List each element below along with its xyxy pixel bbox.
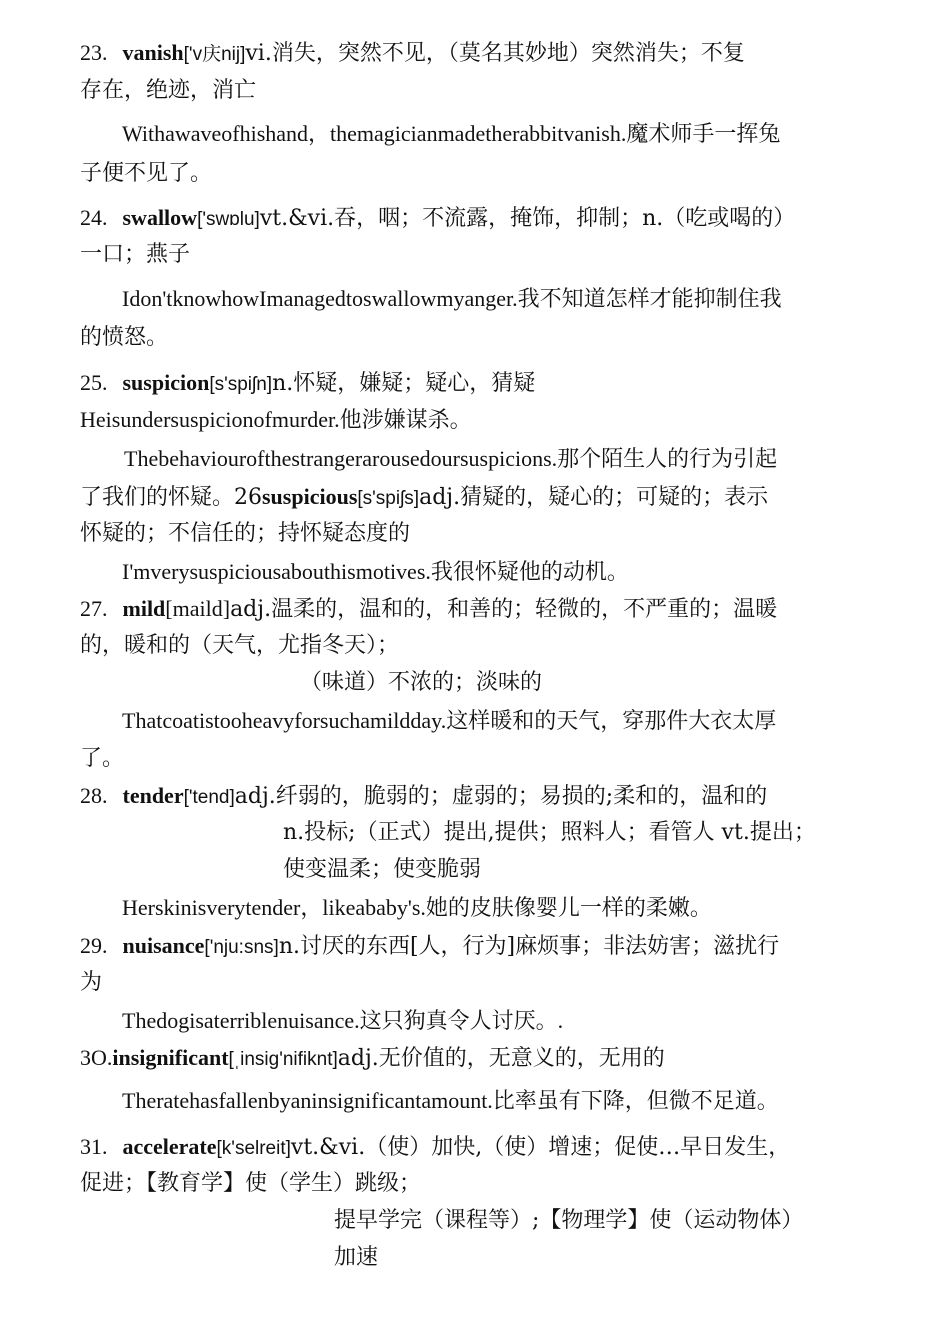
entry-number: 28. bbox=[80, 783, 108, 808]
phonetic: [ˌinsig'nifiknt] bbox=[228, 1049, 338, 1070]
definition: adj.猜疑的，疑心的；可疑的；表示 bbox=[419, 485, 769, 510]
entry-31-definition-cont: 促进；【教育学】使（学生）跳级； bbox=[80, 1171, 422, 1196]
definition: adj.无价值的，无意义的，无用的 bbox=[337, 1046, 665, 1071]
phonetic: ['swɒlu] bbox=[197, 209, 260, 230]
entry-28-definition-cont-2: 使变温柔；使变脆弱 bbox=[283, 857, 482, 882]
entry-27-definition-cont-2: （味道）不浓的；淡味的 bbox=[300, 670, 543, 695]
headword: accelerate bbox=[122, 1134, 217, 1159]
entry-24-example-cont: 的愤怒。 bbox=[80, 325, 169, 350]
entry-number: 27. bbox=[80, 596, 108, 621]
phonetic: [s'spiʃs] bbox=[357, 488, 420, 509]
headword: vanish bbox=[122, 40, 184, 65]
headword: suspicious bbox=[262, 484, 358, 509]
headword: insignificant bbox=[112, 1045, 229, 1070]
definition: n.讨厌的东西[人，行为]麻烦事；非法妨害；滋扰行 bbox=[278, 934, 780, 959]
definition: vi.消失，突然不见，（莫名其妙地）突然消失；不复 bbox=[245, 41, 745, 66]
entry-24-definition-cont: 一口；燕子 bbox=[80, 242, 191, 267]
entry-26-definition-cont: 怀疑的；不信任的；持怀疑态度的 bbox=[80, 521, 411, 546]
entry-number: 24. bbox=[80, 205, 108, 230]
headword: tender bbox=[122, 783, 184, 808]
entry-number: 3O. bbox=[80, 1045, 113, 1070]
example-cont: 了我们的怀疑。26 bbox=[80, 485, 262, 510]
entry-24-headline bbox=[80, 205, 795, 233]
phonetic: ['nju:sns] bbox=[204, 937, 279, 958]
entry-number: 25. bbox=[80, 370, 108, 395]
phonetic: ['v庆nij] bbox=[183, 44, 246, 65]
entry-28-example: Herskinisverytender，likeababy's.她的皮肤像婴儿一样的柔嫩。 bbox=[122, 895, 712, 920]
entry-25-example: Heisundersuspicionofmurder.他涉嫌谋杀。 bbox=[80, 407, 472, 432]
entry-29-headline bbox=[80, 933, 779, 961]
headword: mild bbox=[122, 596, 166, 621]
entry-28-headline bbox=[80, 783, 767, 811]
phonetic: [maild] bbox=[165, 596, 231, 621]
entry-29-example: Thedogisaterriblenuisance.这只狗真令人讨厌。. bbox=[122, 1008, 564, 1033]
entry-24-example: Idon'tknowhowImanagedtoswallowmyanger.我不知道怎样才能抑制住我 bbox=[122, 286, 782, 311]
headword: nuisance bbox=[122, 933, 205, 958]
definition: vt.&vi.吞，咽；不流露，掩饰，抑制；n.（吃或喝的） bbox=[259, 206, 796, 231]
headword: suspicion bbox=[122, 370, 210, 395]
entry-23-example: Withawaveofhishand，themagicianmadetherabbitvanish.魔术师手一挥兔 bbox=[122, 121, 781, 146]
entry-28-definition-cont: n.投标;（正式）提出,提供；照料人；看管人 vt.提出； bbox=[283, 820, 816, 845]
entry-31-definition-cont-2: 提早学完（课程等）;【物理学】使（运动物体） bbox=[334, 1208, 804, 1233]
entry-23-example-cont: 子便不见了。 bbox=[80, 161, 213, 186]
definition: adj.纤弱的，脆弱的；虚弱的；易损的;柔和的，温和的 bbox=[234, 784, 768, 809]
entry-27-example-cont: 了。 bbox=[80, 746, 125, 771]
phonetic: [k'selreit] bbox=[216, 1138, 291, 1159]
entry-number: 29. bbox=[80, 933, 108, 958]
entry-27-definition-cont: 的，暖和的（天气，尤指冬天）； bbox=[80, 633, 400, 658]
entry-31-definition-cont-3: 加速 bbox=[334, 1245, 379, 1270]
entry-26-example: I'mverysuspiciousabouthismotives.我很怀疑他的动机。 bbox=[122, 559, 629, 584]
entry-25-example-2: Thebehaviourofthestrangerarousedoursuspicions.那个陌生人的行为引起 bbox=[124, 446, 778, 471]
entry-number: 23. bbox=[80, 40, 108, 65]
phonetic: [s'spiʃn] bbox=[209, 374, 273, 395]
entry-number: 31. bbox=[80, 1134, 108, 1159]
entry-25-headline bbox=[80, 370, 535, 398]
definition: vt.&vi.（使）加快,（使）增速；促使…早日发生， bbox=[290, 1135, 791, 1160]
phonetic: ['tend] bbox=[183, 787, 235, 808]
entry-31-headline bbox=[80, 1134, 790, 1162]
entry-29-definition-cont: 为 bbox=[80, 970, 103, 995]
headword: swallow bbox=[122, 205, 198, 230]
entry-30-example: Theratehasfallenbyaninsignificantamount.比率虽有下降，但微不足道。 bbox=[122, 1088, 779, 1113]
entry-26-headline bbox=[80, 484, 768, 512]
entry-27-headline bbox=[80, 596, 777, 623]
entry-27-example: Thatcoatistooheavyforsuchamildday.这样暖和的天气，穿那件大衣太厚 bbox=[122, 708, 777, 733]
definition: n.怀疑，嫌疑；疑心，猜疑 bbox=[272, 371, 536, 396]
entry-23-definition-cont: 存在，绝迹，消亡 bbox=[80, 78, 257, 103]
entry-23-headline bbox=[80, 40, 745, 68]
entry-30-headline bbox=[80, 1045, 665, 1073]
definition: adj.温柔的，温和的，和善的；轻微的，不严重的；温暖 bbox=[230, 597, 778, 622]
